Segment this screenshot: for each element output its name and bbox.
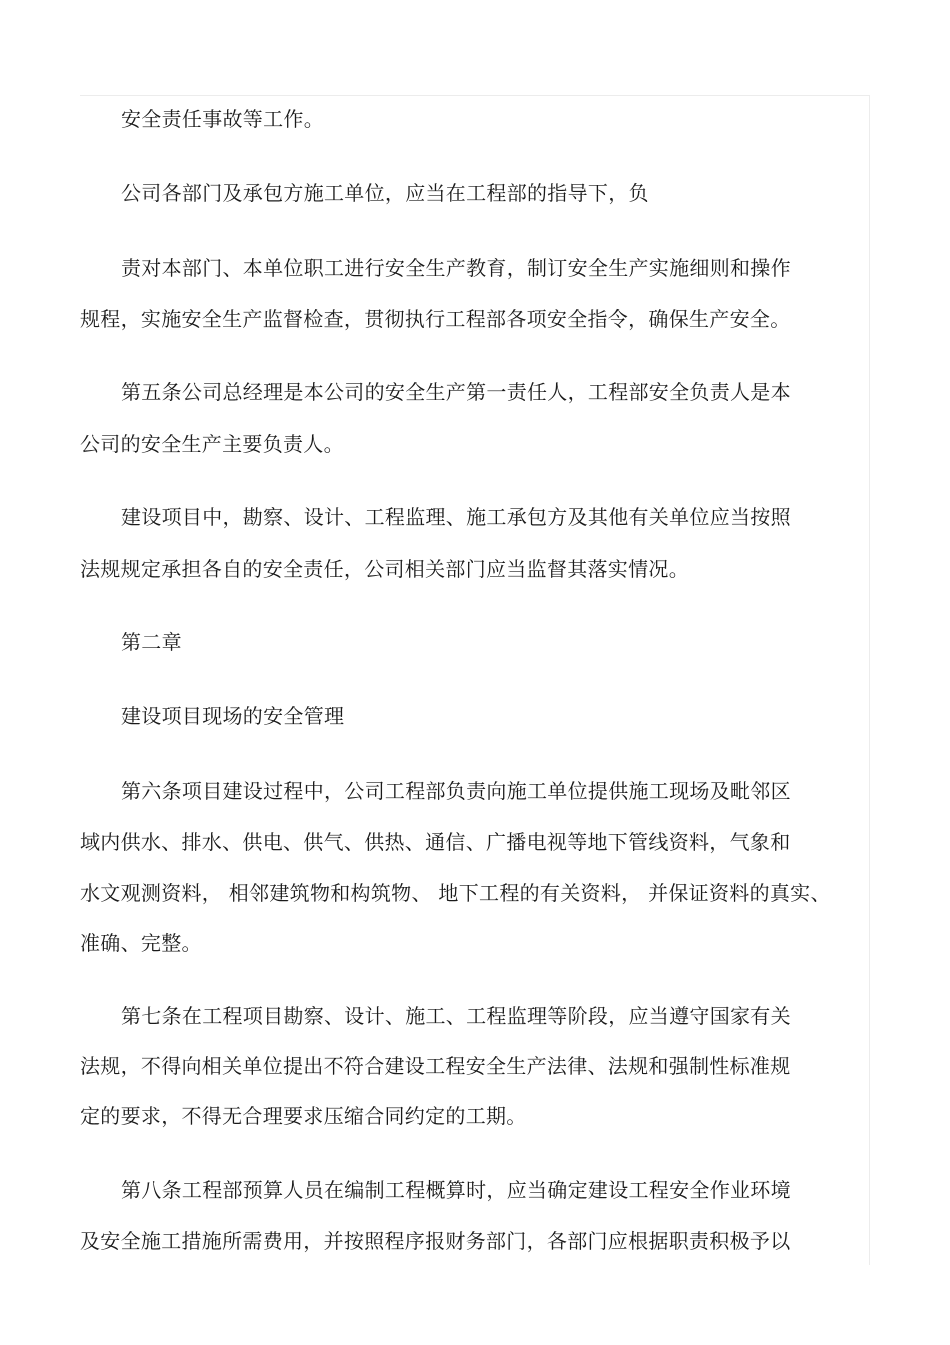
text-line-2: 公司各部门及承包方施工单位，应当在工程部的指导下，负 [121, 181, 649, 205]
text-line-14: 准确、完整。 [80, 931, 202, 955]
text-line-1: 安全责任事故等工作。 [121, 107, 324, 131]
text-line-11: 第六条项目建设过程中，公司工程部负责向施工单位提供施工现场及毗邻区 [121, 779, 791, 803]
chapter-title: 建设项目现场的安全管理 [121, 704, 345, 728]
text-line-13: 水文观测资料， 相邻建筑物和构筑物、 地下工程的有关资料， 并保证资料的真实、 [80, 881, 831, 905]
text-line-15: 第七条在工程项目勘察、设计、施工、工程监理等阶段，应当遵守国家有关 [121, 1004, 791, 1028]
text-line-12: 域内供水、排水、供电、供气、供热、通信、广播电视等地下管线资料，气象和 [80, 830, 791, 854]
text-line-5: 第五条公司总经理是本公司的安全生产第一责任人，工程部安全负责人是本 [121, 380, 791, 404]
text-line-8: 法规规定承担各自的安全责任，公司相关部门应当监督其落实情况。 [80, 557, 689, 581]
text-line-18: 第八条工程部预算人员在编制工程概算时，应当确定建设工程安全作业环境 [121, 1178, 791, 1202]
text-line-4: 规程，实施安全生产监督检查，贯彻执行工程部各项安全指令，确保生产安全。 [80, 307, 791, 331]
text-line-3: 责对本部门、本单位职工进行安全生产教育，制订安全生产实施细则和操作 [121, 256, 791, 280]
text-line-7: 建设项目中，勘察、设计、工程监理、施工承包方及其他有关单位应当按照 [121, 505, 791, 529]
chapter-heading: 第二章 [121, 630, 182, 654]
document-page [80, 95, 870, 1265]
text-line-6: 公司的安全生产主要负责人。 [80, 432, 344, 456]
text-line-17: 定的要求，不得无合理要求压缩合同约定的工期。 [80, 1104, 527, 1128]
text-line-16: 法规，不得向相关单位提出不符合建设工程安全生产法律、法规和强制性标准规 [80, 1054, 791, 1078]
text-line-19: 及安全施工措施所需费用，并按照程序报财务部门，各部门应根据职责积极予以 [80, 1229, 791, 1253]
